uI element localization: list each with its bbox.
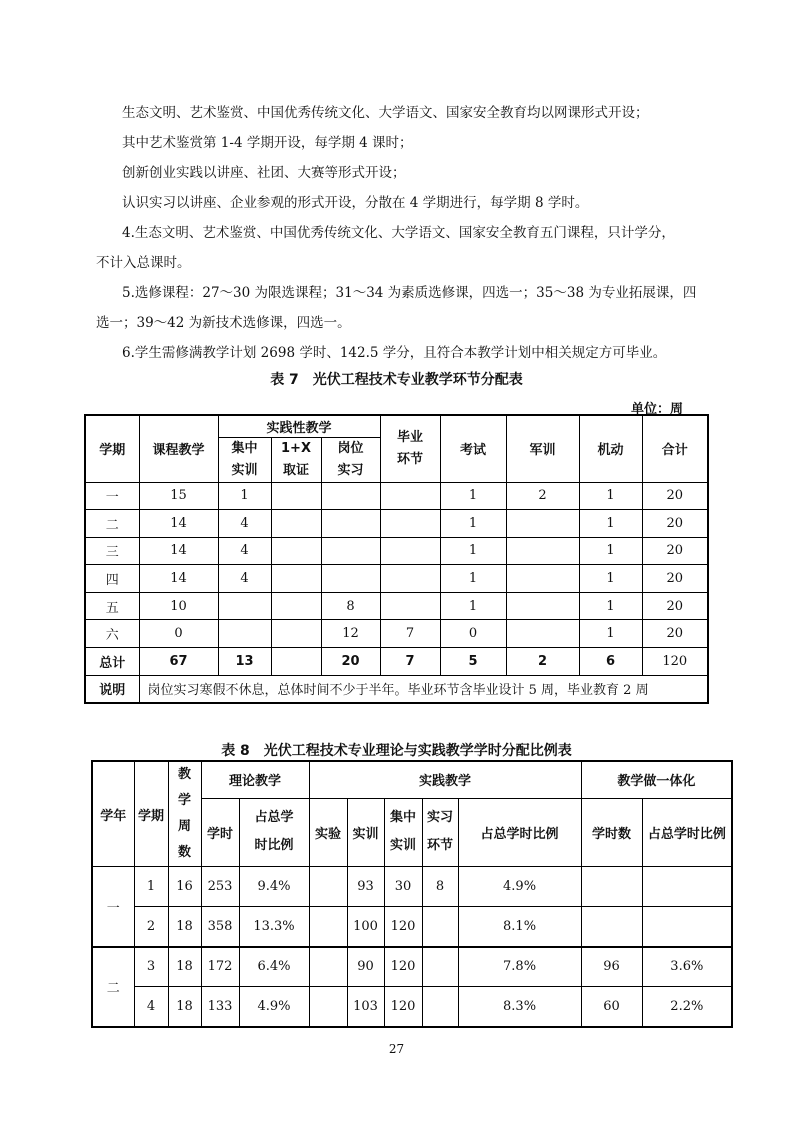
th-focused-training-text: 集中实训 [231, 440, 258, 478]
table-row [85, 565, 708, 593]
semester-cell: 二 [85, 510, 139, 538]
table-cell: 1 [579, 510, 642, 538]
th8-integrated-ratio: 占总学时比例 [642, 798, 732, 866]
table-cell: 0 [440, 620, 506, 648]
table-cell [380, 510, 440, 538]
table-cell: 20 [642, 510, 708, 538]
table-cell [309, 947, 347, 987]
note-line: 不计入总课时。 [96, 255, 191, 271]
total-cell: 67 [139, 648, 218, 676]
table-cell: 30 [384, 867, 422, 907]
table-cell: 0 [139, 620, 218, 648]
th-semester: 学期 [85, 415, 139, 482]
table-cell [271, 482, 321, 510]
note-text: 岗位实习寒假不休息，总体时间不少于半年。毕业环节含毕业设计 5 周，毕业教育 2 周 [139, 675, 708, 703]
table-cell [422, 907, 458, 947]
table-cell: 8 [422, 867, 458, 907]
note-line: 选一；39～42 为新技术选修课，四选一。 [96, 315, 351, 331]
table-cell: 1 [218, 482, 271, 510]
table-cell [380, 592, 440, 620]
note-line: 创新创业实践以讲座、社团、大赛等形式开设； [122, 165, 406, 181]
table-cell: 13.3% [239, 907, 309, 947]
table-cell: 3 [134, 947, 168, 987]
th-internship [321, 437, 380, 482]
table8-caption: 表 8 光伏工程技术专业理论与实践教学学时分配比例表 [221, 743, 572, 759]
table-cell [309, 907, 347, 947]
table-cell: 120 [384, 907, 422, 947]
table7-body [85, 482, 708, 648]
table-cell: 1 [579, 620, 642, 648]
table-cell: 2.2% [642, 987, 732, 1027]
table-cell: 1 [440, 482, 506, 510]
th8-theory-ratio [239, 798, 309, 866]
table-row [92, 947, 732, 987]
table-cell: 1 [134, 867, 168, 907]
note-label: 说明 [85, 675, 139, 703]
note-line: 认识实习以讲座、企业参观的形式开设，分散在 4 学期进行，每学期 8 学时。 [122, 195, 589, 211]
th-1x-cert [271, 437, 321, 482]
th-course: 课程教学 [139, 415, 218, 482]
th8-theory: 理论教学 [201, 761, 309, 798]
table7-unit: 单位：周 [630, 402, 683, 417]
table-cell: 1 [440, 537, 506, 565]
table-cell: 18 [168, 987, 201, 1027]
th8-experiment: 实验 [309, 798, 347, 866]
table-cell [506, 565, 579, 593]
th-graduation [380, 415, 440, 482]
table-cell: 4.9% [239, 987, 309, 1027]
table-cell: 4 [134, 987, 168, 1027]
table-cell: 93 [347, 867, 384, 907]
year-cell: 一 [92, 867, 134, 947]
table-cell [321, 537, 380, 565]
total-cell [271, 648, 321, 676]
table-cell [271, 510, 321, 538]
table-cell [309, 867, 347, 907]
th-internship-text: 岗位实习 [337, 440, 364, 478]
hours-ratio-table [91, 760, 733, 1028]
table-cell: 4 [218, 537, 271, 565]
table-cell: 90 [347, 947, 384, 987]
table-cell: 103 [347, 987, 384, 1027]
table-cell: 18 [168, 947, 201, 987]
th8-integrated-hours: 学时数 [581, 798, 642, 866]
th-exam: 考试 [440, 415, 506, 482]
table-row [85, 537, 708, 565]
note-line: 生态文明、艺术鉴赏、中国优秀传统文化、大学语文、国家安全教育均以网课形式开设； [122, 105, 649, 121]
table-row [92, 867, 732, 907]
th-focused-training [218, 437, 271, 482]
th8-training: 实训 [347, 798, 384, 866]
total-cell: 5 [440, 648, 506, 676]
table-cell [642, 907, 732, 947]
table-cell: 20 [642, 592, 708, 620]
semester-cell: 一 [85, 482, 139, 510]
table-cell [271, 592, 321, 620]
th8-weeks-text: 教学周数 [177, 767, 191, 860]
table-cell [309, 987, 347, 1027]
table-cell [581, 867, 642, 907]
table-cell [271, 537, 321, 565]
total-label: 总计 [85, 648, 139, 676]
table-cell [218, 592, 271, 620]
table-cell: 20 [642, 537, 708, 565]
table-cell: 1 [440, 510, 506, 538]
table-cell [321, 510, 380, 538]
th8-internship [422, 798, 458, 866]
table-row [85, 510, 708, 538]
notes-section [96, 98, 706, 368]
total-cell: 13 [218, 648, 271, 676]
table-row [85, 592, 708, 620]
table-cell: 16 [168, 867, 201, 907]
table-cell [506, 537, 579, 565]
table-cell: 172 [201, 947, 239, 987]
total-cell: 120 [642, 648, 708, 676]
th8-theory-hours: 学时 [201, 798, 239, 866]
table-cell: 1 [440, 592, 506, 620]
table-cell: 2 [506, 482, 579, 510]
th-graduation-text: 毕业环节 [397, 429, 424, 467]
table8-body [92, 867, 732, 1027]
table-cell: 8 [321, 592, 380, 620]
th8-focused [384, 798, 422, 866]
note-line: 5.选修课程：27～30 为限选课程；31～34 为素质选修课，四选一；35～38 为专业拓展课，四 [122, 285, 697, 301]
note-line: 其中艺术鉴赏第 1-4 学期开设，每学期 4 课时； [122, 135, 413, 151]
table-cell: 60 [581, 987, 642, 1027]
th8-internship-text: 实习环节 [427, 810, 454, 854]
table-cell: 12 [321, 620, 380, 648]
table-cell [422, 987, 458, 1027]
table-cell [321, 482, 380, 510]
table-cell: 8.3% [458, 987, 581, 1027]
table-cell [271, 620, 321, 648]
table-cell [380, 482, 440, 510]
th-practice: 实践性教学 [218, 415, 380, 437]
table-cell: 10 [139, 592, 218, 620]
table-cell: 6.4% [239, 947, 309, 987]
table-cell [218, 620, 271, 648]
table-cell: 20 [642, 620, 708, 648]
table-cell: 14 [139, 565, 218, 593]
table-cell: 2 [134, 907, 168, 947]
table-cell [581, 907, 642, 947]
table-cell: 9.4% [239, 867, 309, 907]
total-cell: 7 [380, 648, 440, 676]
total-cell: 20 [321, 648, 380, 676]
table-row [92, 987, 732, 1027]
table-cell: 20 [642, 482, 708, 510]
table-cell: 14 [139, 510, 218, 538]
year-cell: 二 [92, 947, 134, 1027]
table-cell: 358 [201, 907, 239, 947]
table7-caption: 表 7 光伏工程技术专业教学环节分配表 [270, 372, 523, 388]
table-cell [506, 592, 579, 620]
total-cell: 2 [506, 648, 579, 676]
table-cell: 100 [347, 907, 384, 947]
table-cell [506, 620, 579, 648]
table-cell [422, 947, 458, 987]
table-cell: 7.8% [458, 947, 581, 987]
table-cell: 3.6% [642, 947, 732, 987]
table-cell: 1 [579, 565, 642, 593]
table-cell: 4.9% [458, 867, 581, 907]
semester-cell: 五 [85, 592, 139, 620]
th-military: 军训 [506, 415, 579, 482]
table-cell: 18 [168, 907, 201, 947]
table-cell [380, 537, 440, 565]
table-cell [380, 565, 440, 593]
th-1x-cert-text: 1+X取证 [281, 440, 311, 478]
table7-note-row [85, 675, 708, 703]
semester-cell: 四 [85, 565, 139, 593]
note-line: 6.学生需修满教学计划 2698 学时、142.5 学分，且符合本教学计划中相关规定方可毕业。 [122, 345, 667, 361]
th8-practice: 实践教学 [309, 761, 581, 798]
table-cell [321, 565, 380, 593]
table-cell: 4 [218, 510, 271, 538]
semester-cell: 三 [85, 537, 139, 565]
total-cell: 6 [579, 648, 642, 676]
table-cell: 20 [642, 565, 708, 593]
table-row [85, 620, 708, 648]
table-cell: 1 [440, 565, 506, 593]
th-flexible: 机动 [579, 415, 642, 482]
table-cell: 4 [218, 565, 271, 593]
table-cell [506, 510, 579, 538]
table-cell [642, 867, 732, 907]
table-row [85, 482, 708, 510]
table-cell: 96 [581, 947, 642, 987]
table7-total-row [85, 648, 708, 676]
table-cell: 120 [384, 947, 422, 987]
table-cell: 120 [384, 987, 422, 1027]
table-cell: 14 [139, 537, 218, 565]
note-line: 4.生态文明、艺术鉴赏、中国优秀传统文化、大学语文、国家安全教育五门课程，只计学分， [122, 225, 675, 241]
table-cell: 15 [139, 482, 218, 510]
table-cell [271, 565, 321, 593]
table-cell: 1 [579, 537, 642, 565]
th8-focused-text: 集中实训 [390, 810, 417, 854]
th8-semester: 学期 [134, 761, 168, 867]
th8-theory-ratio-text: 占总学时比例 [254, 810, 294, 854]
teaching-weeks-table [84, 414, 709, 704]
table-cell: 253 [201, 867, 239, 907]
table-cell: 7 [380, 620, 440, 648]
table-row [92, 907, 732, 947]
table-cell: 1 [579, 592, 642, 620]
th8-weeks [168, 761, 201, 867]
th-total: 合计 [642, 415, 708, 482]
th8-year: 学年 [92, 761, 134, 867]
table-cell: 1 [579, 482, 642, 510]
semester-cell: 六 [85, 620, 139, 648]
th8-practice-ratio: 占总学时比例 [458, 798, 581, 866]
th8-integrated: 教学做一体化 [581, 761, 732, 798]
page-number: 27 [388, 1042, 405, 1056]
table-cell: 8.1% [458, 907, 581, 947]
table-cell: 133 [201, 987, 239, 1027]
